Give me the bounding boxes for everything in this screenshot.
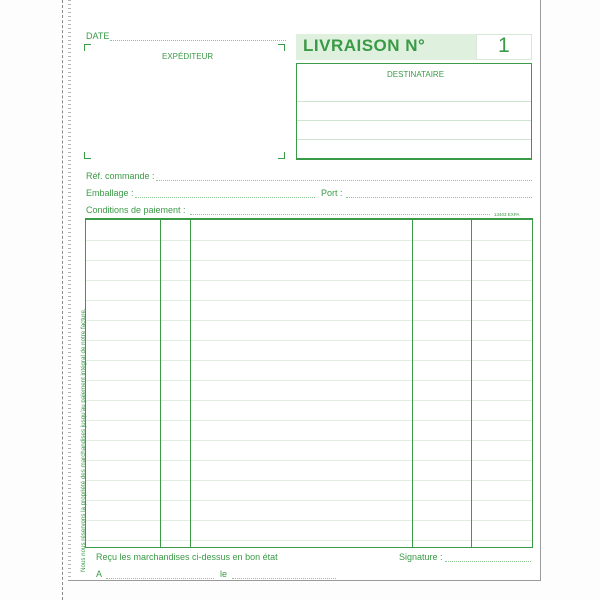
table-row bbox=[86, 440, 532, 441]
order-ref-label: Réf. commande : bbox=[86, 171, 155, 181]
sender-corner-tl bbox=[84, 44, 91, 51]
table-row bbox=[86, 360, 532, 361]
shipping-field[interactable] bbox=[346, 197, 532, 198]
document-number: 1 bbox=[498, 34, 510, 57]
table-row bbox=[86, 340, 532, 341]
date-on-field[interactable] bbox=[232, 578, 336, 579]
payment-terms-field[interactable] bbox=[190, 214, 490, 215]
table-row bbox=[86, 240, 532, 241]
packaging-field[interactable] bbox=[135, 197, 315, 198]
table-row bbox=[86, 300, 532, 301]
table-row bbox=[86, 520, 532, 521]
received-label: Reçu les marchandises ci-dessus en bon état bbox=[96, 552, 278, 562]
column-divider-3 bbox=[412, 219, 413, 548]
table-row bbox=[86, 540, 532, 541]
table-row bbox=[86, 280, 532, 281]
perforation-line bbox=[62, 0, 64, 600]
table-row bbox=[86, 420, 532, 421]
table-row bbox=[86, 380, 532, 381]
column-divider-2 bbox=[190, 219, 191, 548]
packaging-label: Emballage : bbox=[86, 188, 134, 198]
binding-holes bbox=[68, 0, 71, 580]
table-row bbox=[86, 500, 532, 501]
place-field[interactable] bbox=[106, 578, 214, 579]
sender-corner-tr bbox=[278, 44, 285, 51]
signature-label: Signature : bbox=[399, 552, 443, 562]
column-divider-1 bbox=[160, 219, 161, 548]
table-row bbox=[86, 260, 532, 261]
table-row bbox=[86, 320, 532, 321]
date-label: DATE bbox=[86, 31, 110, 41]
recipient-bottom-rule bbox=[296, 158, 532, 160]
date-on-label: le bbox=[220, 569, 228, 579]
items-table[interactable] bbox=[85, 218, 533, 548]
order-ref-field[interactable] bbox=[156, 180, 532, 181]
recipient-line-1 bbox=[297, 101, 531, 102]
place-label: A bbox=[96, 569, 103, 579]
signature-field[interactable] bbox=[445, 561, 531, 562]
table-row bbox=[86, 400, 532, 401]
recipient-line-2 bbox=[297, 120, 531, 121]
recipient-label: DESTINATAIRE bbox=[387, 70, 445, 79]
sender-corner-bl bbox=[84, 152, 91, 159]
sender-label: EXPÉDITEUR bbox=[162, 52, 214, 61]
document-title: LIVRAISON N° bbox=[303, 36, 426, 55]
date-line[interactable] bbox=[110, 40, 286, 41]
product-code: 13403 EXPA bbox=[494, 212, 520, 217]
payment-terms-label: Conditions de paiement : bbox=[86, 205, 186, 215]
column-divider-4 bbox=[471, 219, 472, 548]
table-row bbox=[86, 480, 532, 481]
ownership-notice: Nous nous réservons la propriété des marchandises jusqu'au paiement intégral de notre facture. bbox=[80, 308, 87, 572]
table-row bbox=[86, 460, 532, 461]
recipient-line-3 bbox=[297, 139, 531, 140]
sender-corner-br bbox=[278, 152, 285, 159]
shipping-label: Port : bbox=[321, 188, 343, 198]
